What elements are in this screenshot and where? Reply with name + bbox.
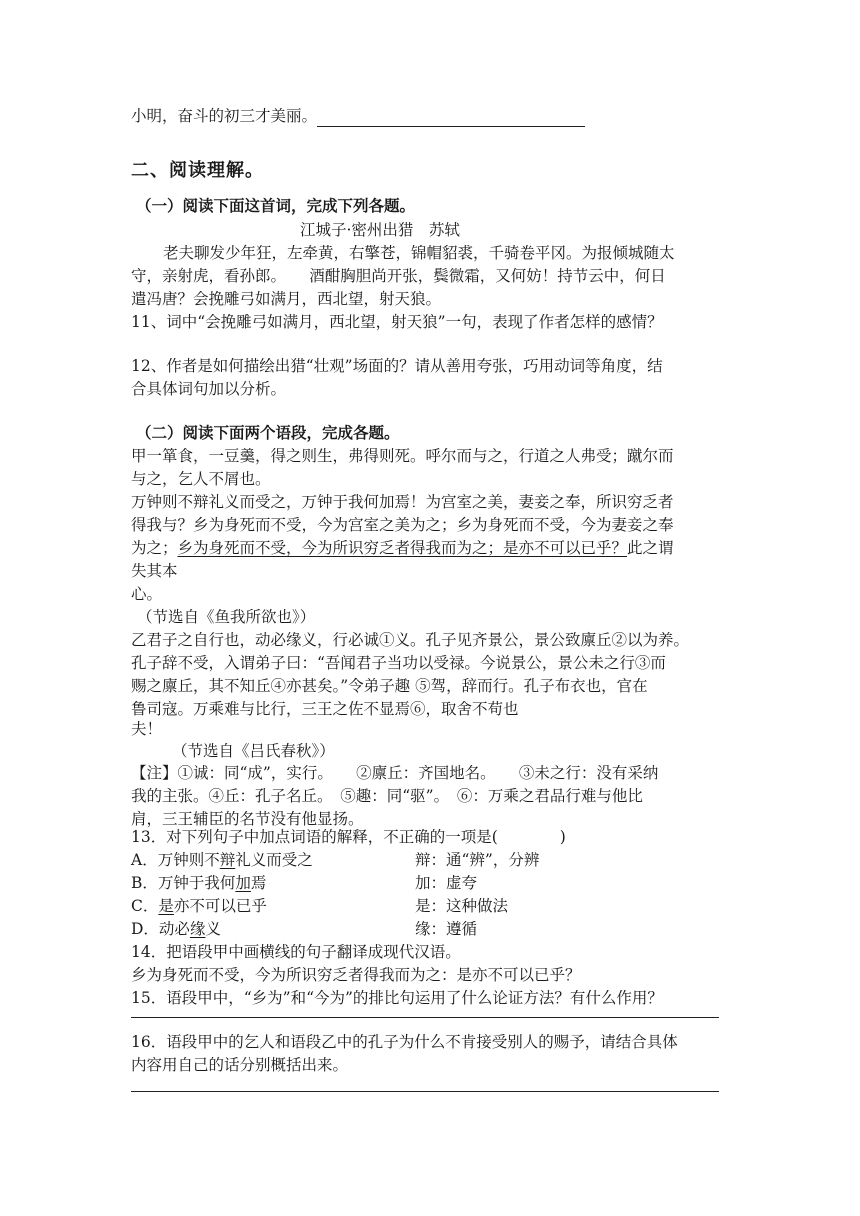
passage-yi-line: 赐之廪丘，其不知丘④亦甚矣。”令弟子趣 ⑤驾，辞而行。孔子布衣也，官在 <box>131 677 648 695</box>
poem-line: 遣冯唐？会挽雕弓如满月，西北望，射天狼。 <box>131 290 442 308</box>
option-explanation: 加：虚夸 <box>415 874 478 892</box>
question-13-option <box>131 895 267 917</box>
question-13-option <box>131 849 313 871</box>
section-title: 二、阅读理解。 <box>131 160 264 181</box>
option-text: 焉 <box>250 874 267 892</box>
part2-heading: （二）阅读下面两个语段，完成各题。 <box>136 423 400 442</box>
answer-line[interactable] <box>131 1091 719 1092</box>
underlined-sentence: 乡为身死而不受，今为所识穷乏者得我而为之；是亦不可以已乎？ <box>177 539 628 557</box>
question-13-option <box>131 918 221 940</box>
question-14-sentence: 乡为身死而不受，今为所识穷乏者得我而为之：是亦不可以已乎？ <box>131 966 581 984</box>
passage-jia-line: 得我与？乡为身死而不受，今为宫室之美为之；乡为身死而不受，今为妻妾之奉 <box>131 516 674 534</box>
option-explanation: 辩：通“辨”，分辨 <box>415 851 540 869</box>
note-line: 【注】①诚：同“成”，实行。 ②廪丘：齐国地名。 ③未之行：没有采纳 <box>131 764 659 782</box>
option-text: 礼义而受之 <box>235 851 313 869</box>
passage-text: 此之谓 <box>627 539 674 557</box>
question-12-line: 12、作者是如何描绘出猎“壮观”场面的？请从善用夸张，巧用动词等角度，结 <box>131 357 663 375</box>
poem-line: 老夫聊发少年狂，左牵黄，右擎苍，锦帽貂裘，千骑卷平冈。为报倾城随太 <box>163 244 675 262</box>
question-14-stem: 14．把语段甲中画横线的句子翻译成现代汉语。 <box>131 943 461 961</box>
passage-yi-line: 夫！ <box>131 720 163 738</box>
note-line: 我的主张。④丘：孔子名丘。 ⑤趣：同“驱”。 ⑥：万乘之君品行难与他比 <box>131 787 643 805</box>
passage-yi-line: 乙君子之自行也，动必缘义，行必诚①义。孔子见齐景公，景公致廪丘②以为养。 <box>131 631 690 649</box>
dotted-word: 缘 <box>189 920 206 938</box>
dotted-word: 辩 <box>219 851 236 869</box>
question-11: 11、词中“会挽雕弓如满月，西北望，射天狼”一句，表现了作者怎样的感情？ <box>131 313 663 331</box>
passage-text: 为之； <box>131 539 178 557</box>
question-16-line: 16．语段甲中的乞人和语段乙中的孔子为什么不肯接受别人的赐予，请结合具体 <box>131 1033 678 1051</box>
question-13-option <box>131 872 266 894</box>
question-12-line: 合具体词句加以分析。 <box>131 380 287 398</box>
passage-jia-line: 万钟则不辩礼义而受之，万钟于我何加焉！为宫室之美，妻妾之奉，所识穷乏者 <box>131 493 674 511</box>
option-text: C． <box>131 897 159 915</box>
passage-jia-line: 心。 <box>131 585 163 603</box>
option-text: A．万钟则不 <box>131 851 220 869</box>
question-15: 15．语段甲中，“乡为”和“今为”的排比句运用了什么论证方法？有什么作用？ <box>131 989 663 1007</box>
option-text: 义 <box>205 920 221 938</box>
dotted-word: 加 <box>235 874 251 892</box>
option-explanation: 是：这种做法 <box>415 897 509 915</box>
passage-yi-source: （节选自《吕氏春秋》） <box>172 742 335 760</box>
dotted-word: 是 <box>158 897 174 915</box>
passage-jia-line: 失其本 <box>131 562 178 580</box>
passage-jia-source: （节选自《鱼我所欲也》） <box>137 608 316 626</box>
option-text: 亦不可以已乎 <box>173 897 267 915</box>
poem-title: 江城子·密州出猎 苏轼 <box>300 221 460 239</box>
passage-jia-line: 与之，乞人不屑也。 <box>131 470 271 488</box>
passage-yi-line: 孔子辞不受，入谓弟子曰：“吾闻君子当功以受禄。今说景公，景公未之行③而 <box>131 654 666 672</box>
option-explanation: 缘：遵循 <box>415 920 478 938</box>
answer-blank[interactable] <box>317 108 585 127</box>
fill-in-text: 小明，奋斗的初三才美丽。 <box>131 107 318 125</box>
passage-yi-line: 鲁司寇。万乘难与比行，三王之佐不显焉⑥，取舍不苟也 <box>131 700 519 718</box>
option-text: D．动必 <box>131 920 190 938</box>
poem-line: 守，亲射虎，看孙郎。 酒酣胸胆尚开张，鬓微霜，又何妨！持节云中，何日 <box>131 267 666 285</box>
passage-jia-line: 甲一箪食，一豆羹，得之则生，弗得则死。呼尔而与之，行道之人弗受；蹴尔而 <box>131 447 674 465</box>
answer-line[interactable] <box>131 1017 719 1018</box>
question-16-line: 内容用自己的话分别概括出来。 <box>131 1056 349 1074</box>
question-13-stem: 13．对下列句子中加点词语的解释，不正确的一项是( ) <box>131 828 566 846</box>
passage-jia-line <box>131 537 674 559</box>
part1-heading: （一）阅读下面这首词，完成下列各题。 <box>136 196 416 215</box>
fill-in-line <box>131 105 585 127</box>
note-line: 肩，三王辅臣的名节没有他显扬。 <box>131 810 364 828</box>
option-text: B．万钟于我何 <box>131 874 236 892</box>
